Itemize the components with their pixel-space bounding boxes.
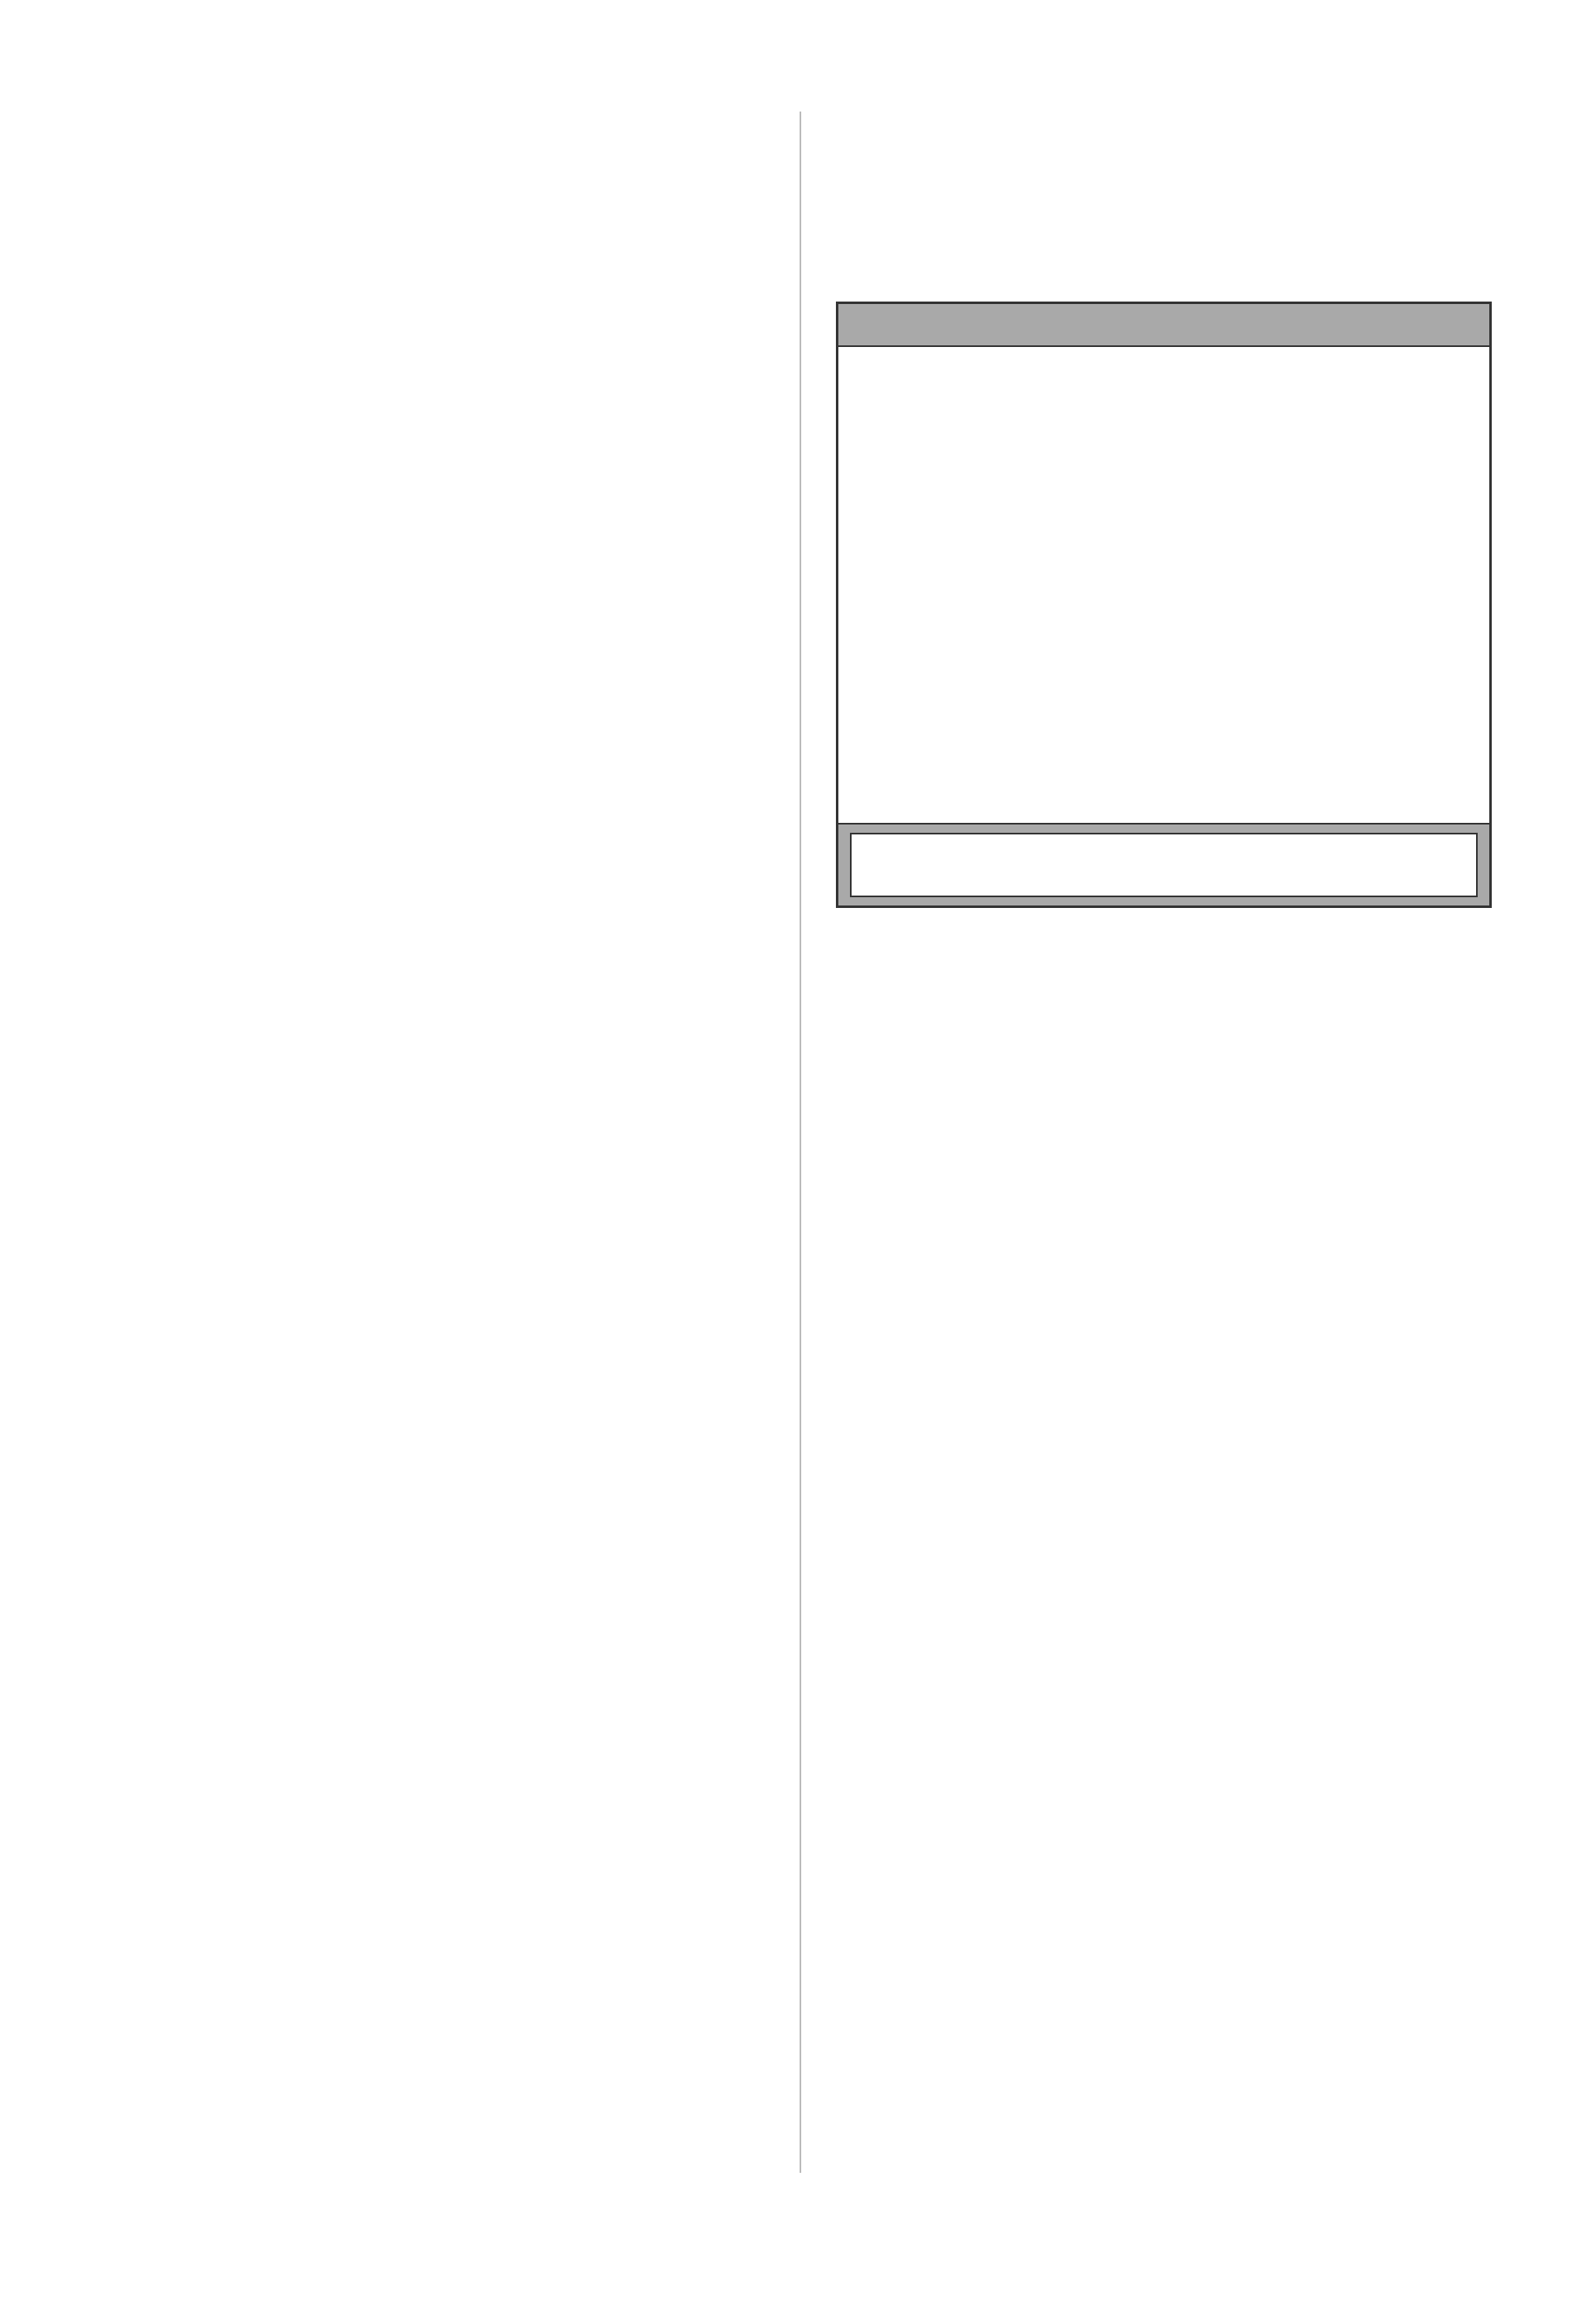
hospital-note-body [838, 347, 1489, 368]
hospital-address [850, 833, 1478, 897]
hospital-note-header [838, 304, 1489, 347]
part-a-label [826, 116, 1495, 173]
hospital-note-card [836, 302, 1492, 908]
address-panel [838, 823, 1489, 905]
right-column [826, 116, 1495, 173]
column-divider [800, 112, 801, 2173]
